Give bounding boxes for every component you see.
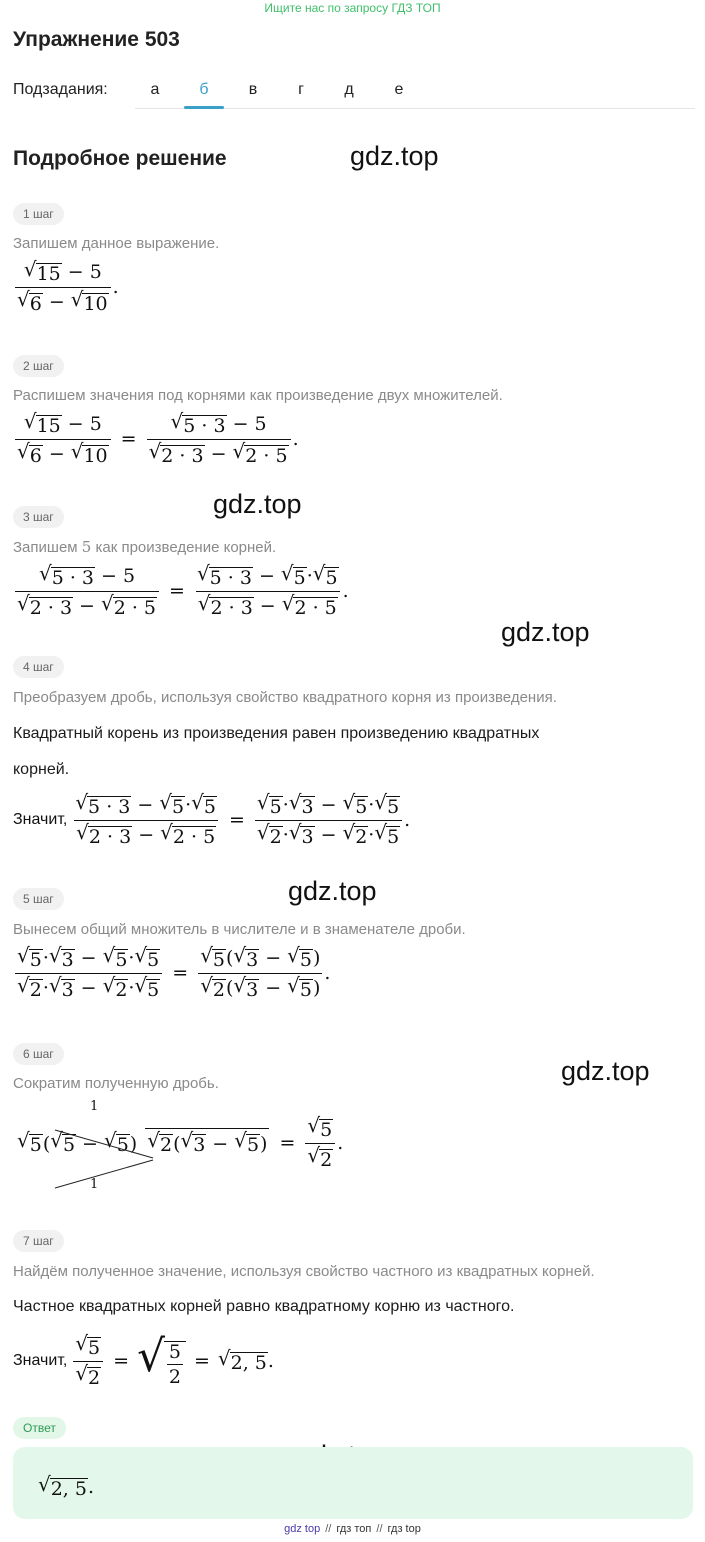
step-description: Сократим полученную дробь.	[13, 1075, 219, 1092]
subtasks-label: Подзадания:	[13, 81, 108, 98]
step-description: Распишем значения под корнями как произведение двух множителей.	[13, 387, 503, 404]
step-badge: 4 шаг	[13, 656, 64, 678]
tab-a[interactable]: а	[150, 81, 160, 98]
step-description: Преобразуем дробь, используя свойство квадратного корня из произведения.	[13, 689, 557, 706]
step-badge: 3 шаг	[13, 506, 64, 528]
tab-e[interactable]: е	[394, 81, 404, 98]
answer-value: √ 2, 5 .	[38, 1472, 95, 1500]
step-description: Запишем данное выражение.	[13, 235, 220, 252]
cancel-mark-bottom: 1	[90, 1177, 99, 1192]
step-badge: 5 шаг	[13, 888, 64, 910]
active-tab-indicator	[184, 106, 224, 109]
tab-v[interactable]: в	[248, 81, 258, 98]
page-title: Упражнение 503	[13, 28, 180, 51]
cancel-mark-top: 1	[90, 1099, 99, 1114]
footer-link[interactable]: gdz top	[284, 1523, 321, 1535]
step-badge: 6 шаг	[13, 1043, 64, 1065]
answer-box	[13, 1447, 693, 1519]
step-1-formula: √ 15 − 5 √ 6 − √ 10 .	[17, 257, 119, 315]
tab-d[interactable]: д	[344, 81, 354, 98]
tab-g[interactable]: г	[298, 81, 304, 98]
promo-banner[interactable]: Ищите нас по запросу ГДЗ ТОП	[264, 1, 441, 15]
step-badge: 2 шаг	[13, 355, 64, 377]
rule-text: Частное квадратных корней равно квадратному корню из частного.	[13, 1298, 515, 1315]
tab-b[interactable]: б	[199, 81, 209, 98]
watermark: gdz.top	[501, 617, 590, 647]
footer-links: gdz top // гдз топ // гдз top	[284, 1523, 421, 1535]
step-6-formula: √ 5 ( √ 5 − √ 5 ) √ 2 ( √ 3 − √ 5 ) = √ 5 √ 2 .	[13, 1116, 343, 1171]
step-description: Найдём полученное значение, используя свойство частного из квадратных корней.	[13, 1263, 595, 1280]
rule-text: Квадратный корень из произведения равен произведению квадратных	[13, 725, 540, 742]
step-2-formula: √ 15 − 5 √ 6 − √ 10 = √ 5 · 3 − 5 √ 2 · 3 − √ 2 · 5 .	[17, 409, 299, 467]
solution-title: Подробное решение	[13, 147, 227, 170]
watermark: gdz.top	[350, 141, 439, 171]
step-3-formula: √ 5 · 3 − 5 √ 2 · 3 − √ 2 · 5 = √ 5 · 3 − √ 5 · √ 5 √ 2 · 3 − √ 2 · 5 .	[17, 561, 349, 619]
answer-badge: Ответ	[13, 1417, 66, 1439]
footer-link[interactable]: гдз top	[387, 1523, 421, 1535]
footer-link[interactable]: гдз топ	[336, 1523, 372, 1535]
watermark: gdz.top	[288, 876, 377, 906]
step-5-formula: √ 5 · √ 3 − √ 5 · √ 5 √ 2 · √ 3 − √ 2 · √ 5 = √ 5 ( √ 3 − √ 5 ) √ 2 ( √ 3 − √ 5 ) .	[17, 943, 331, 1001]
step-7-formula: Значит, √ 5 √ 2 = √ $\frac{5}{2}$ = √ 2, 5 .	[13, 1330, 274, 1389]
watermark: gdz.top	[561, 1056, 650, 1086]
watermark: gdz.top	[213, 489, 302, 519]
step-description: Вынесем общий множитель в числителе и в знаменателе дроби.	[13, 921, 466, 938]
step-4-formula: Значит, √ 5 · 3 − √ 5 · √ 5 √ 2 · 3 − √ 2 · 5 = √ 5 · √ 3 − √ 5 · √ 5 √ 2 · √ 3 − √ 2 · √ 5 .	[13, 790, 411, 848]
step-badge: 1 шаг	[13, 203, 64, 225]
step-description: Запишем 5 как произведение корней.	[13, 538, 277, 556]
step-badge: 7 шаг	[13, 1230, 64, 1252]
rule-text: корней.	[13, 761, 70, 778]
